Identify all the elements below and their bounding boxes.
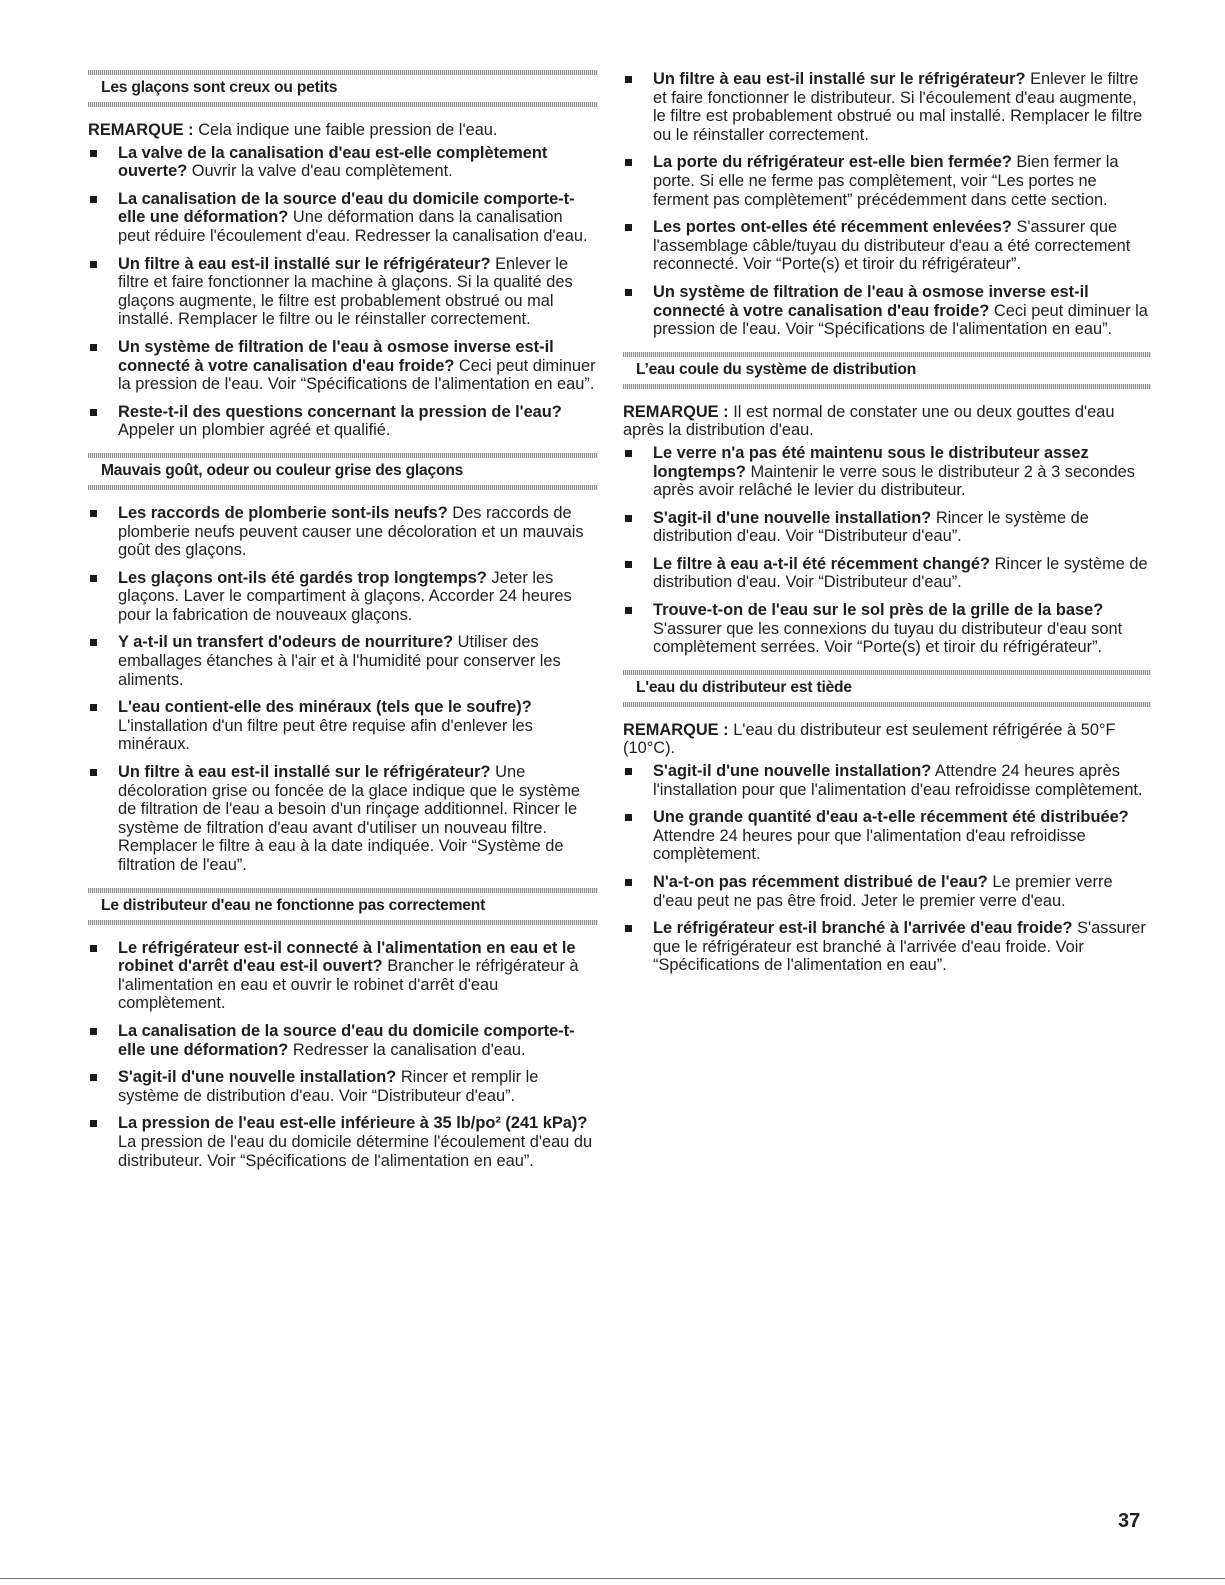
bullet-icon (625, 768, 632, 775)
bullet-icon (625, 289, 632, 296)
item-answer: S'assurer que l'assemblage câble/tuyau du distributeur d'eau a été correctement reconnecté. Voir “Porte(s) et tiroir du réfrigérateur”. (653, 218, 1131, 274)
section-heading: Mauvais goût, odeur ou couleur grise des glaçons (88, 453, 598, 490)
bullet-icon (90, 1028, 97, 1035)
item-answer: S'assurer que le réfrigérateur est branché à l'arrivée d'eau froide. Voir “Spécifications de l'alimentation en eau”. (653, 919, 1146, 975)
bullet-icon (90, 261, 97, 268)
list-item (88, 633, 598, 689)
list-item (623, 919, 1151, 975)
page-number: 37 (1118, 1510, 1141, 1532)
item-question: Y a-t-il un transfert d'odeurs de nourriture? (118, 633, 454, 652)
note (623, 403, 1151, 440)
list-item (88, 1022, 598, 1059)
section-heading: Les glaçons sont creux ou petits (88, 70, 598, 107)
bullet-icon (625, 814, 632, 821)
bullet-icon (625, 925, 632, 932)
item-answer: Des raccords de plomberie neufs peuvent causer une décoloration et un mauvais goût des glaçons. (118, 503, 584, 560)
list-item (623, 601, 1151, 657)
item-question: S'agit-il d'une nouvelle installation? (653, 508, 932, 527)
section-hollow-ice (88, 70, 598, 440)
section-bad-taste (88, 453, 598, 875)
item-answer: Jeter les glaçons. Laver le compartiment à glaçons. Accorder 24 heures pour la fabrication de nouveaux glaçons. (118, 568, 572, 624)
item-question: Les glaçons ont-ils été gardés trop longtemps? (118, 568, 487, 587)
item-answer: Attendre 24 heures après l'installation pour que l'alimentation d'eau refroidisse complètement. (653, 762, 1143, 799)
item-question: Une grande quantité d'eau a-t-elle récemment été distribuée? (653, 808, 1129, 827)
item-answer: Ouvrir la valve d'eau complètement. (187, 162, 453, 181)
list-item (623, 873, 1151, 910)
section-continued (623, 70, 1151, 339)
list-item (623, 762, 1151, 799)
list-item (88, 144, 598, 181)
item-question: Le verre n'a pas été maintenu sous le distributeur assez longtemps? (653, 443, 1089, 481)
list-item (623, 509, 1151, 546)
note-label: REMARQUE : (88, 121, 194, 139)
item-question: Un filtre à eau est-il installé sur le réfrigérateur? (653, 70, 1026, 88)
item-answer: S'assurer que les connexions du tuyau du distributeur d'eau sont complètement serrées. Voir “Porte(s) et tiroir du réfrigérateur”. (653, 619, 1123, 657)
item-question: Le filtre à eau a-t-il été récemment changé? (653, 554, 991, 573)
item-question: Le réfrigérateur est-il branché à l'arrivée d'eau froide? (653, 919, 1073, 938)
note-label: REMARQUE : (623, 720, 729, 739)
item-answer: Enlever le filtre et faire fonctionner la machine à glaçons. Si la qualité des glaçons augmente, le filtre est probablement obstrué ou mal installé. Remplacer le filtre ou le réinstaller correctement. (118, 254, 573, 329)
item-question: Un filtre à eau est-il installé sur le réfrigérateur? (118, 763, 491, 782)
bullet-icon (625, 561, 632, 568)
list-item (623, 808, 1151, 864)
list-item (88, 255, 598, 329)
list-item (623, 153, 1151, 209)
bullet-icon (625, 450, 632, 457)
list-item (88, 403, 598, 440)
bullet-icon (90, 1074, 97, 1081)
item-question: La valve de la canalisation d'eau est-elle complètement ouverte? (118, 143, 548, 181)
note (623, 721, 1151, 758)
item-answer: Maintenir le verre sous le distributeur 2 à 3 secondes après avoir relâché le levier du distributeur. (653, 462, 1135, 500)
list-item (88, 698, 598, 754)
list-item (88, 1068, 598, 1105)
bullet-icon (90, 639, 97, 646)
item-answer: Attendre 24 heures pour que l'alimentation d'eau refroidisse complètement. (653, 826, 1086, 864)
list-item (623, 218, 1151, 274)
item-question: La porte du réfrigérateur est-elle bien fermée? (653, 153, 1012, 172)
bullet-icon (90, 769, 97, 776)
item-question: L'eau contient-elle des minéraux (tels que le soufre)? (118, 698, 532, 717)
section-water-warm (623, 670, 1151, 975)
bullet-icon (90, 344, 97, 351)
note (88, 121, 598, 140)
bullet-icon (90, 150, 97, 157)
item-answer: Bien fermer la porte. Si elle ne ferme pas complètement, voir “Les portes ne ferment pas complètement” précédemment dans cette section. (653, 153, 1119, 209)
item-answer: Utiliser des emballages étanches à l'air et à l'humidité pour conserver les aliments. (118, 633, 561, 689)
note-text: Il est normal de constater une ou deux gouttes d'eau après la distribution d'eau. (623, 402, 1115, 440)
item-question: Les portes ont-elles été récemment enlevées? (653, 218, 1012, 237)
list-item (88, 190, 598, 246)
section-dispenser-not-working (88, 888, 598, 1171)
list-item (88, 1114, 598, 1170)
bullet-icon (90, 575, 97, 582)
item-answer: Rincer le système de distribution d'eau. Voir “Distributeur d'eau”. (653, 508, 1089, 546)
note-text: Cela indique une faible pression de l'eau. (193, 121, 498, 139)
bottom-rule (0, 1578, 1225, 1579)
section-heading: L’eau coule du système de distribution (623, 352, 1151, 389)
list-item (623, 444, 1151, 500)
item-answer: Appeler un plombier agréé et qualifié. (118, 421, 391, 440)
list-item (88, 504, 598, 560)
item-question: Un filtre à eau est-il installé sur le réfrigérateur? (118, 254, 491, 273)
bullet-icon (625, 515, 632, 522)
list-item (88, 569, 598, 625)
item-answer: Brancher le réfrigérateur à l'alimentation en eau et ouvrir le robinet d'arrêt d'eau complètement. (118, 957, 579, 1013)
bullet-icon (90, 196, 97, 203)
section-heading: Le distributeur d'eau ne fonctionne pas correctement (88, 888, 598, 925)
item-answer: Rincer et remplir le système de distribution d'eau. Voir “Distributeur d'eau”. (118, 1068, 539, 1105)
list-item (623, 555, 1151, 592)
item-question: Reste-t-il des questions concernant la pression de l'eau? (118, 402, 562, 421)
item-question: La canalisation de la source d'eau du domicile comporte-t-elle une déformation? (118, 1021, 575, 1059)
section-water-leaks (623, 352, 1151, 657)
item-answer: Enlever le filtre et faire fonctionner le distributeur. Si l'écoulement d'eau augmente, le filtre est probablement obstrué ou mal installé. Remplacer le filtre ou le réinstaller correctement. (653, 70, 1143, 144)
bullet-icon (90, 945, 97, 952)
right-column (623, 70, 1151, 988)
item-answer: Redresser la canalisation d'eau. (288, 1040, 526, 1059)
item-question: La pression de l'eau est-elle inférieure à 35 lb/po² (241 kPa)? (118, 1114, 588, 1133)
item-answer: L'installation d'un filtre peut être requise afin d'enlever les minéraux. (118, 716, 533, 754)
item-question: S'agit-il d'une nouvelle installation? (118, 1068, 397, 1087)
item-question: Un système de filtration de l'eau à osmose inverse est-il connecté à votre canalisation d'eau froide? (118, 337, 554, 375)
section-heading: L'eau du distributeur est tiède (623, 670, 1151, 707)
bullet-icon (90, 510, 97, 517)
item-answer: Le premier verre d'eau peut ne pas être froid. Jeter le premier verre d'eau. (653, 873, 1113, 910)
note-text: L'eau du distributeur est seulement réfrigérée à 50°F (10°C). (623, 720, 1116, 758)
list-item (88, 338, 598, 394)
note-label: REMARQUE : (623, 402, 729, 421)
item-answer: La pression de l'eau du domicile détermine l'écoulement d'eau du distributeur. Voir “Spécifications de l'alimentation en eau”. (118, 1132, 593, 1170)
bullet-icon (90, 409, 97, 416)
item-question: S'agit-il d'une nouvelle installation? (653, 762, 932, 781)
item-question: Trouve-t-on de l'eau sur le sol près de la grille de la base? (653, 601, 1104, 620)
bullet-icon (625, 607, 632, 614)
bullet-icon (625, 879, 632, 886)
item-answer: Ceci peut diminuer la pression de l'eau. Voir “Spécifications de l'alimentation en eau”. (118, 356, 596, 394)
bullet-icon (625, 76, 632, 83)
bullet-icon (90, 1120, 97, 1127)
left-column (88, 70, 598, 1183)
item-answer: Ceci peut diminuer la pression de l'eau. Voir “Spécifications de l'alimentation en eau”. (653, 301, 1148, 339)
list-item (623, 70, 1151, 144)
list-item (623, 283, 1151, 339)
item-question: Le réfrigérateur est-il connecté à l'alimentation en eau et le robinet d'arrêt d'eau est-il ouvert? (118, 938, 576, 976)
item-question: N'a-t-on pas récemment distribué de l'eau? (653, 873, 988, 891)
item-question: Un système de filtration de l'eau à osmose inverse est-il connecté à votre canalisation d'eau froide? (653, 282, 1089, 320)
item-answer: Une déformation dans la canalisation peut réduire l'écoulement d'eau. Redresser la canalisation d'eau. (118, 208, 588, 245)
item-answer: Une décoloration grise ou foncée de la glace indique que le système de filtration de l'eau a besoin d'un rinçage additionnel. Rincer le système de filtration d'eau avant d'utiliser un nouveau filtre. Remplacer le filtre à eau à la date indiquée. Voir “Système de filtration de l'eau”. (118, 763, 580, 874)
bullet-icon (625, 159, 632, 166)
list-item (88, 939, 598, 1013)
bullet-icon (625, 224, 632, 231)
list-item (88, 763, 598, 875)
item-question: La canalisation de la source d'eau du domicile comporte-t-elle une déformation? (118, 189, 575, 227)
item-question: Les raccords de plomberie sont-ils neufs? (118, 503, 448, 522)
bullet-icon (90, 704, 97, 711)
item-answer: Rincer le système de distribution d'eau. Voir “Distributeur d'eau”. (653, 554, 1148, 592)
